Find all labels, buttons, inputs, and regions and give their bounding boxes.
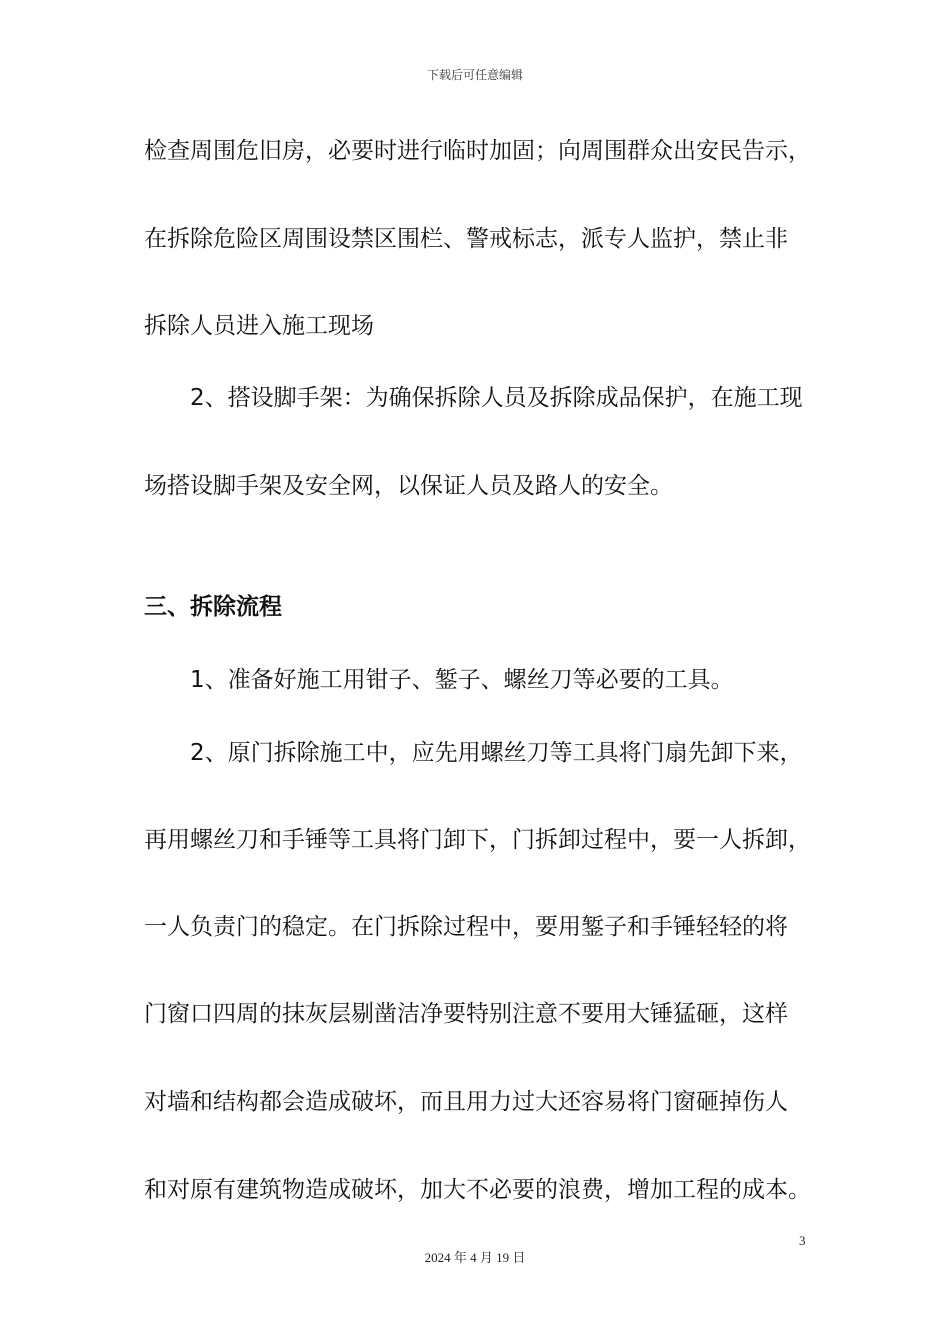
paragraph-line: 拆除人员进入施工现场 <box>144 313 374 339</box>
page-number: 3 <box>799 1233 806 1248</box>
paragraph-line: 再用螺丝刀和手锤等工具将门卸下，门拆卸过程中，要一人拆卸， <box>144 827 811 853</box>
paragraph-line: 场搭设脚手架及安全网，以保证人员及路人的安全。 <box>144 473 673 499</box>
paragraph-line: 和对原有建筑物造成破坏，加大不必要的浪费，增加工程的成本。 <box>144 1177 811 1203</box>
paragraph-line: 在拆除危险区周围设禁区围栏、警戒标志，派专人监护，禁止非 <box>144 226 788 252</box>
paragraph-line: 检查周围危旧房，必要时进行临时加固；向周围群众出安民告示， <box>144 138 811 164</box>
section-heading: 三、拆除流程 <box>144 594 282 620</box>
paragraph-line: 2、搭设脚手架：为确保拆除人员及拆除成品保护，在施工现 <box>190 385 803 411</box>
page-header-note: 下载后可任意编辑 <box>426 68 523 82</box>
paragraph-line: 2、原门拆除施工中，应先用螺丝刀等工具将门扇先卸下来， <box>190 740 803 766</box>
paragraph-line: 1、准备好施工用钳子、錾子、螺丝刀等必要的工具。 <box>190 667 734 693</box>
paragraph-line: 门窗口四周的抹灰层剔凿洁净要特别注意不要用大锤猛砸，这样 <box>144 1001 788 1027</box>
footer-date: 2024 年 4 月 19 日 <box>424 1250 526 1265</box>
paragraph-line: 一人负责门的稳定。在门拆除过程中，要用錾子和手锤轻轻的将 <box>144 914 788 940</box>
paragraph-line: 对墙和结构都会造成破坏，而且用力过大还容易将门窗砸掉伤人 <box>144 1089 788 1115</box>
